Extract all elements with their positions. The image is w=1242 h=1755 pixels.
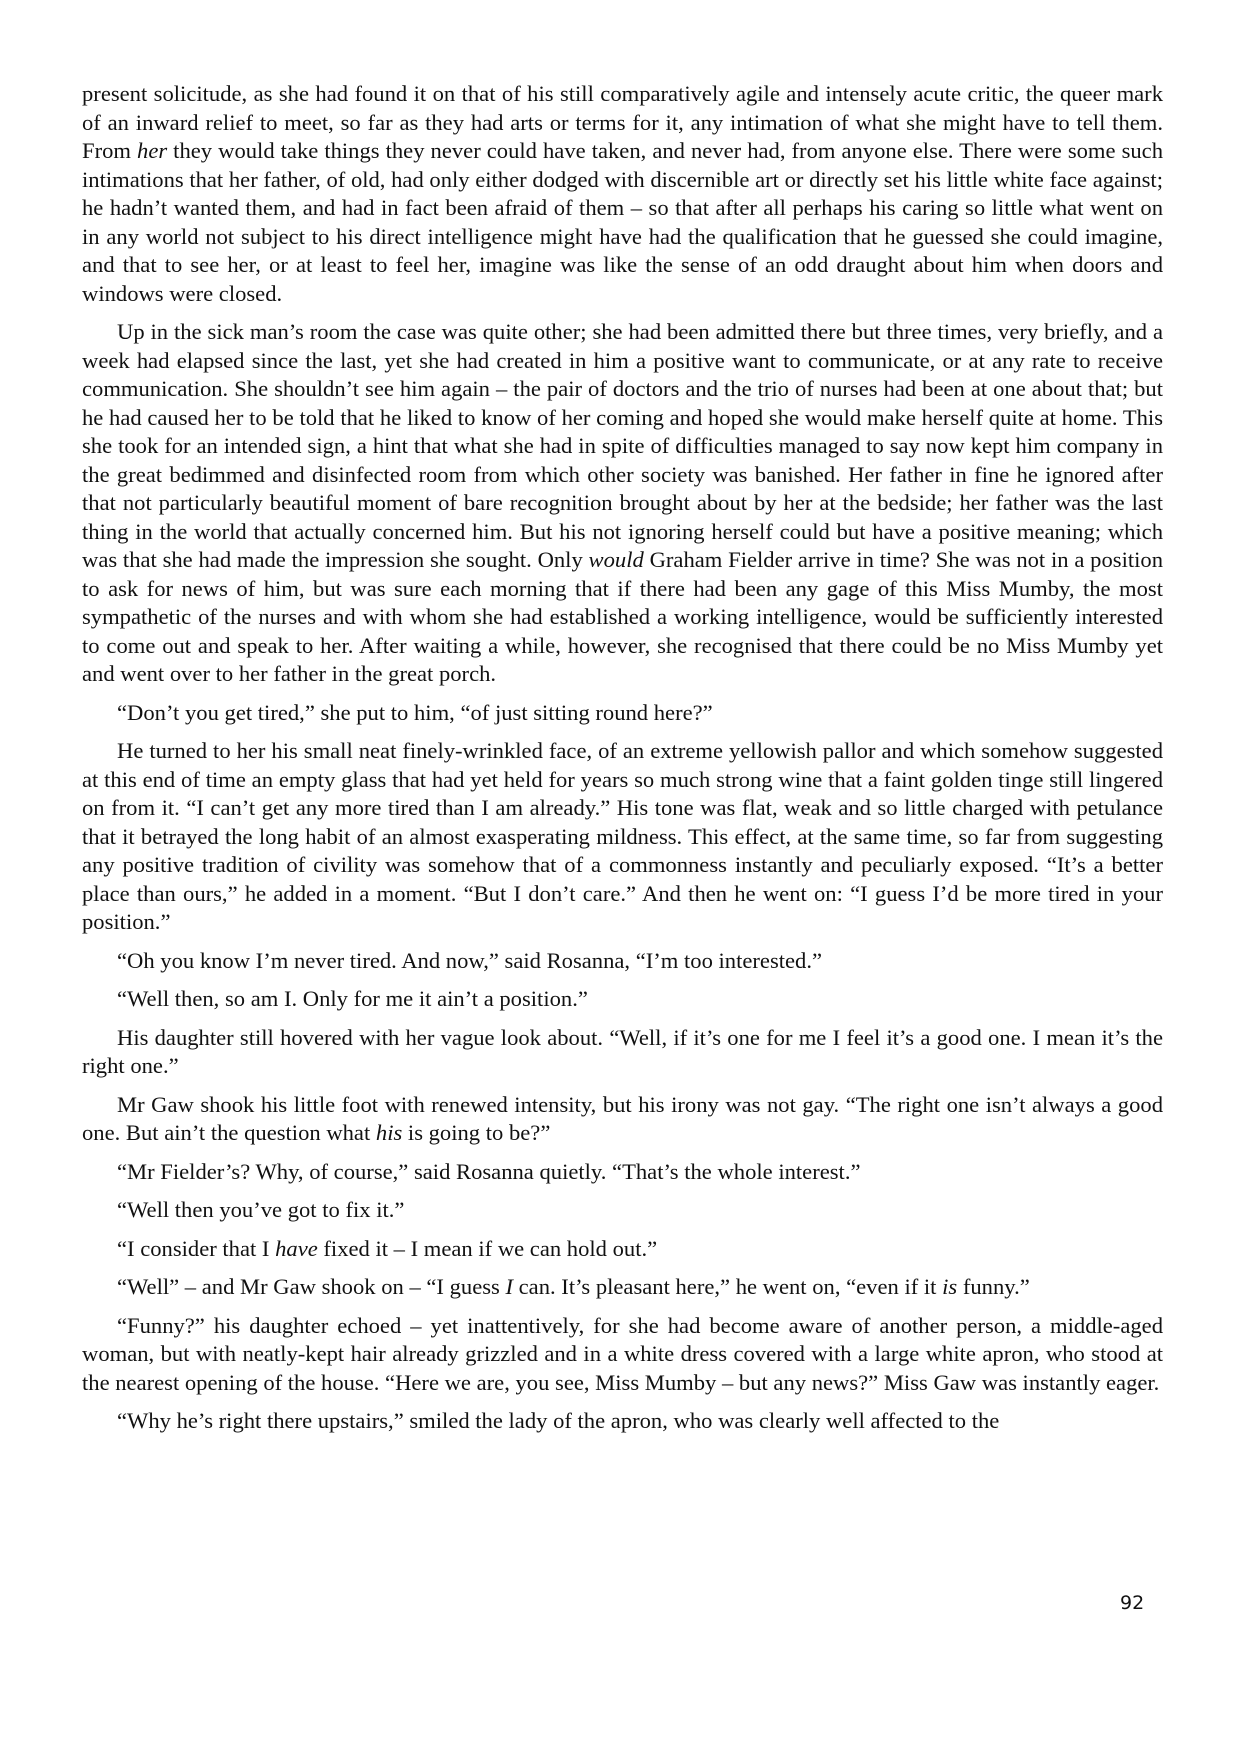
page-body bbox=[82, 80, 1163, 1446]
text-run: Graham Fielder arrive in time? She was not in a position to ask for news of him, but was sure each morning that if there had been any gage of this Miss Mumby, the most sympathetic of the nurses and with whom she had established a working intelligence, would be sufficiently interested to come out and speak to her. After waiting a while, however, she recognised that there could be no Miss Mumby yet and went over to her father in the great porch. bbox=[82, 547, 1163, 686]
text-run: “Why he’s right there upstairs,” smiled the lady of the apron, who was clearly well affected to the bbox=[117, 1408, 1000, 1433]
paragraph bbox=[82, 985, 1163, 1014]
text-run: Mr Gaw shook his little foot with renewed intensity, but his irony was not gay. “The right one isn’t always a good one. But ain’t the question what bbox=[82, 1091, 1163, 1145]
paragraph bbox=[82, 1024, 1163, 1081]
italic-text: would bbox=[588, 547, 644, 572]
text-run: “Mr Fielder’s? Why, of course,” said Rosanna quietly. “That’s the whole interest.” bbox=[117, 1158, 861, 1184]
text-run: fixed it – I mean if we can hold out.” bbox=[317, 1235, 658, 1261]
italic-text: his bbox=[375, 1120, 403, 1145]
text-run: can. It’s pleasant here,” he went on, “even if it bbox=[513, 1274, 943, 1299]
text-run: “Funny?” his daughter echoed – yet inattentively, for she had become aware of another person, a middle-aged woman, but with neatly-kept hair already grizzled and in a white dress covered with a large white apron, who stood at the nearest opening of the house. “Here we are, you see, Miss Mumby – but any news?” Miss Gaw was instantly eager. bbox=[82, 1312, 1163, 1395]
text-run: they would take things they never could have taken, and never had, from anyone else. There were some such intimations that her father, of old, had only either dodged with discernible art or directly set his little white face against; he hadn’t wanted them, and had in fact been afraid of them – so that after all perhaps his caring so little what went on in any world not subject to his direct intelligence might have had the qualification that he guessed she could imagine, and that to see her, or at least to feel her, imagine was like the sense of an odd draught about him when doors and windows were closed. bbox=[82, 138, 1163, 306]
page-number: 92 bbox=[1120, 1592, 1145, 1614]
paragraph bbox=[82, 947, 1163, 976]
text-run: is going to be?” bbox=[402, 1120, 551, 1145]
text-run: present solicitude, as she had found it on that of his still comparatively agile and intensely acute critic, the queer mark of an inward relief to meet, so far as they had arts or terms for it, any intimation of what she might have to tell them. From bbox=[82, 81, 1163, 163]
paragraph bbox=[82, 1091, 1163, 1148]
text-run: “Well then you’ve got to fix it.” bbox=[117, 1197, 405, 1222]
paragraph bbox=[82, 1407, 1163, 1436]
text-run: He turned to her his small neat finely-wrinkled face, of an extreme yellowish pallor and which somehow suggested at this end of time an empty glass that had yet held for years so much strong wine that a faint golden tinge still lingered on from it. “I can’t get any more tired than I am already.” His tone was flat, weak and so little charged with petulance that it betrayed the long habit of an almost exasperating mildness. This effect, at the same time, so far from suggesting any positive tradition of civility was somehow that of a commonness instantly and peculiarly exposed. “It’s a better place than ours,” he added in a moment. “But I don’t care.” And then he went on: “I guess I’d be more tired in your position.” bbox=[82, 738, 1163, 934]
paragraph bbox=[82, 1196, 1163, 1225]
paragraph bbox=[82, 1312, 1163, 1398]
paragraph bbox=[82, 1158, 1163, 1187]
paragraph bbox=[82, 318, 1163, 689]
paragraph bbox=[82, 699, 1163, 728]
italic-text: I bbox=[505, 1274, 513, 1299]
italic-text: her bbox=[137, 138, 168, 163]
paragraph bbox=[82, 1235, 1163, 1264]
text-run: “Well then, so am I. Only for me it ain’t a position.” bbox=[117, 986, 588, 1011]
italic-text: is bbox=[942, 1274, 958, 1299]
text-run: “I consider that I bbox=[117, 1235, 276, 1261]
paragraph bbox=[82, 737, 1163, 937]
text-run: “Well” – and Mr Gaw shook on – “I guess bbox=[117, 1274, 506, 1299]
text-run: “Don’t you get tired,” she put to him, “of just sitting round here?” bbox=[117, 699, 713, 725]
paragraph bbox=[82, 80, 1163, 308]
italic-text: have bbox=[275, 1235, 318, 1261]
paragraph bbox=[82, 1273, 1163, 1302]
text-run: His daughter still hovered with her vague look about. “Well, if it’s one for me I feel it’s a good one. I mean it’s the right one.” bbox=[82, 1024, 1163, 1078]
text-run: “Oh you know I’m never tired. And now,” said Rosanna, “I’m too interested.” bbox=[117, 947, 823, 973]
text-run: Up in the sick man’s room the case was quite other; she had been admitted there but three times, very briefly, and a week had elapsed since the last, yet she had created in him a positive want to communicate, or at any rate to receive communication. She shouldn’t see him again – the pair of doctors and the trio of nurses had been at one about that; but he had caused her to be told that he liked to know of her coming and hoped she would make herself quite at home. This she took for an intended sign, a hint that what she had in spite of difficulties managed to say now kept him company in the great bedimmed and disinfected room from which other society was banished. Her father in fine he ignored after that not particularly beautiful moment of bare recognition brought about by her at the bedside; her father was the last thing in the world that actually concerned him. But his not ignoring herself could but have a positive meaning; which was that she had made the impression she sought. Only bbox=[82, 319, 1163, 572]
text-run: funny.” bbox=[957, 1274, 1030, 1299]
